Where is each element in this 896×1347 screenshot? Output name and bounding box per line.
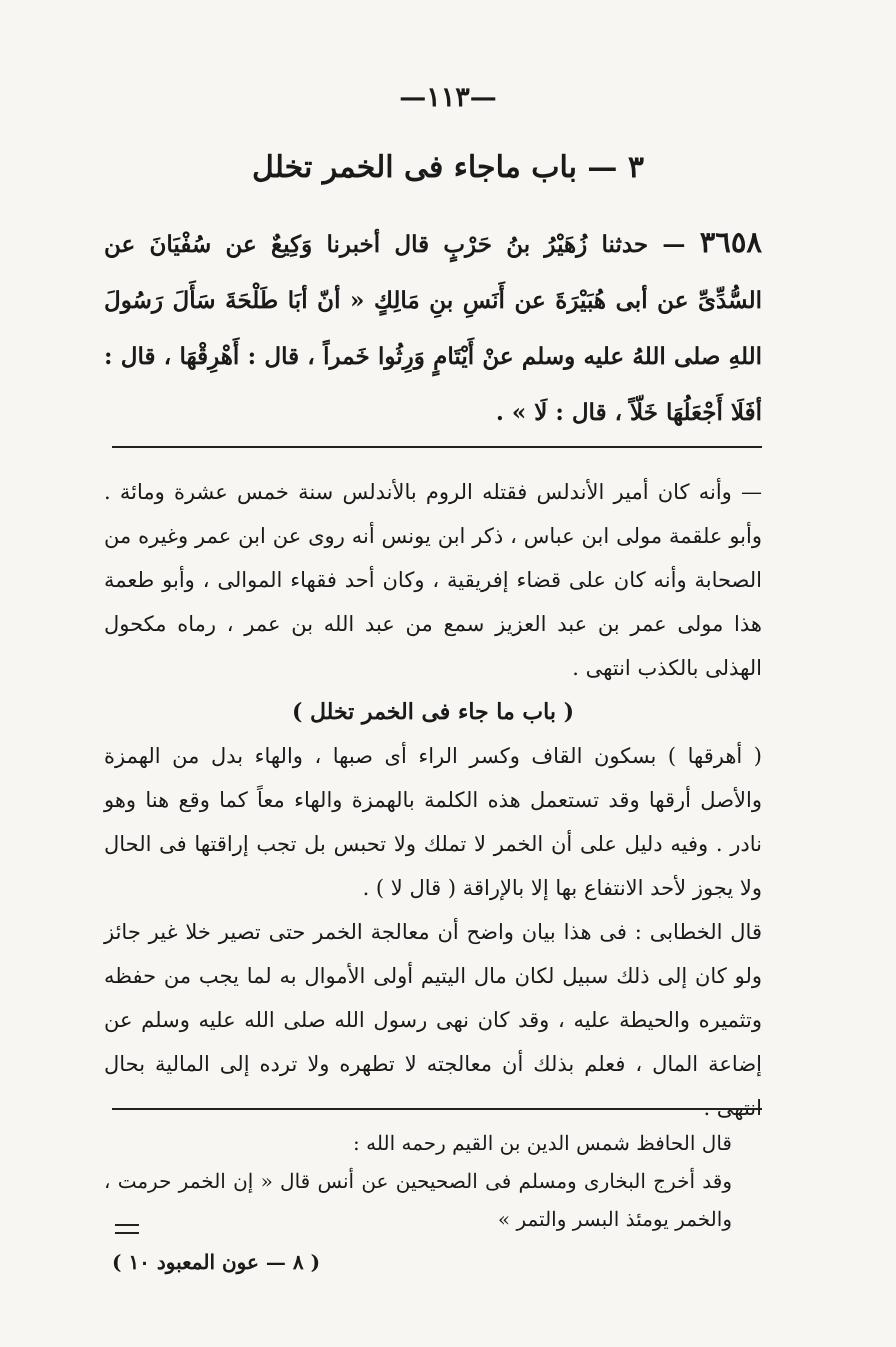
footnote-divider [112, 1108, 762, 1110]
signature-mark: ( ٨ — عون المعبود ١٠ ) [112, 1250, 321, 1274]
commentary-paragraph: — وأنه كان أمير الأندلس فقتله الروم بالأندلس سنة خمس عشرة ومائة . وأبو علقمة مولى ابن عباس ، ذكر ابن يونس أنه روى عن ابن عمر وغيره من الصحابة وأنه كان على قضاء إفريقية ، وكان أحد فقهاء الموالى ، وأبو طعمة هذا مولى عمر بن عبد العزيز سمع من عبد الله بن عمر ، رماه مكحول الهذلى بالكذب انتهى . [104, 480, 762, 680]
footnote-block [104, 1124, 762, 1238]
page-number: —١١٣— [399, 82, 497, 113]
commentary-paragraph: ( أهرقها ) بسكون القاف وكسر الراء أى صبها ، والهاء بدل من الهمزة والأصل أرقها وقد تستعمل هذه الكلمة بالهمزة والهاء معاً كما وقع هنا وهو نادر . وفيه دليل على أن الخمر لا تملك ولا تحبس بل تجب إراقتها فى الحال ولا يجوز لأحد الانتفاع بها إلا بالإراقة ( قال لا ) . [104, 744, 762, 900]
footnote-end-mark [115, 1224, 139, 1234]
commentary-sub-heading: ( باب ما جاء فى الخمر تخلل ) [291, 699, 575, 725]
hadith-text: — حدثنا زُهَيْرُ بنُ حَرْبٍ قال أخبرنا وَكِيعٌ عن سُفْيَانَ عن السُّدِّىِّ عن أبى هُبَيْرَةَ عن أَنَسِ بنِ مَالِكٍ « أنّ أبَا طَلْحَةَ سَأَلَ رَسُولَ اللهِ صلى اللهُ عليه وسلم عنْ أَيْتَامٍ وَرِثُوا خَمراً ، قال : أَهْرِقْهَا ، قال : أفَلَا أَجْعَلُهَا خَلّاً ، قال : لَا » . [104, 231, 762, 426]
chapter-title: ٣ — باب ماجاء فى الخمر تخلل [252, 150, 644, 185]
commentary-paragraph: قال الخطابى : فى هذا بيان واضح أن معالجة الخمر حتى تصير خلا غير جائز ولو كان إلى ذلك سبيل لكان مال اليتيم أولى الأموال به لما يجب من حفظه وتثميره والحيطة عليه ، وقد كان نهى رسول الله صلى الله عليه وسلم عن إضاعة المال ، فعلم بذلك أن معالجته لا تطهره ولا ترده إلى المالية بحال انتهى . — [104, 920, 762, 1120]
hadith-text-block [104, 214, 762, 441]
footnote-line: وقد أخرج البخارى ومسلم فى الصحيحين عن أنس قال « إن الخمر حرمت ، والخمر يومئذ البسر والتمر » [104, 1169, 732, 1231]
section-divider [112, 446, 762, 448]
footnote-line: قال الحافظ شمس الدين بن القيم رحمه الله : [353, 1131, 732, 1155]
commentary-block [104, 470, 762, 1130]
hadith-number: ٣٦٥٨ [699, 225, 762, 259]
